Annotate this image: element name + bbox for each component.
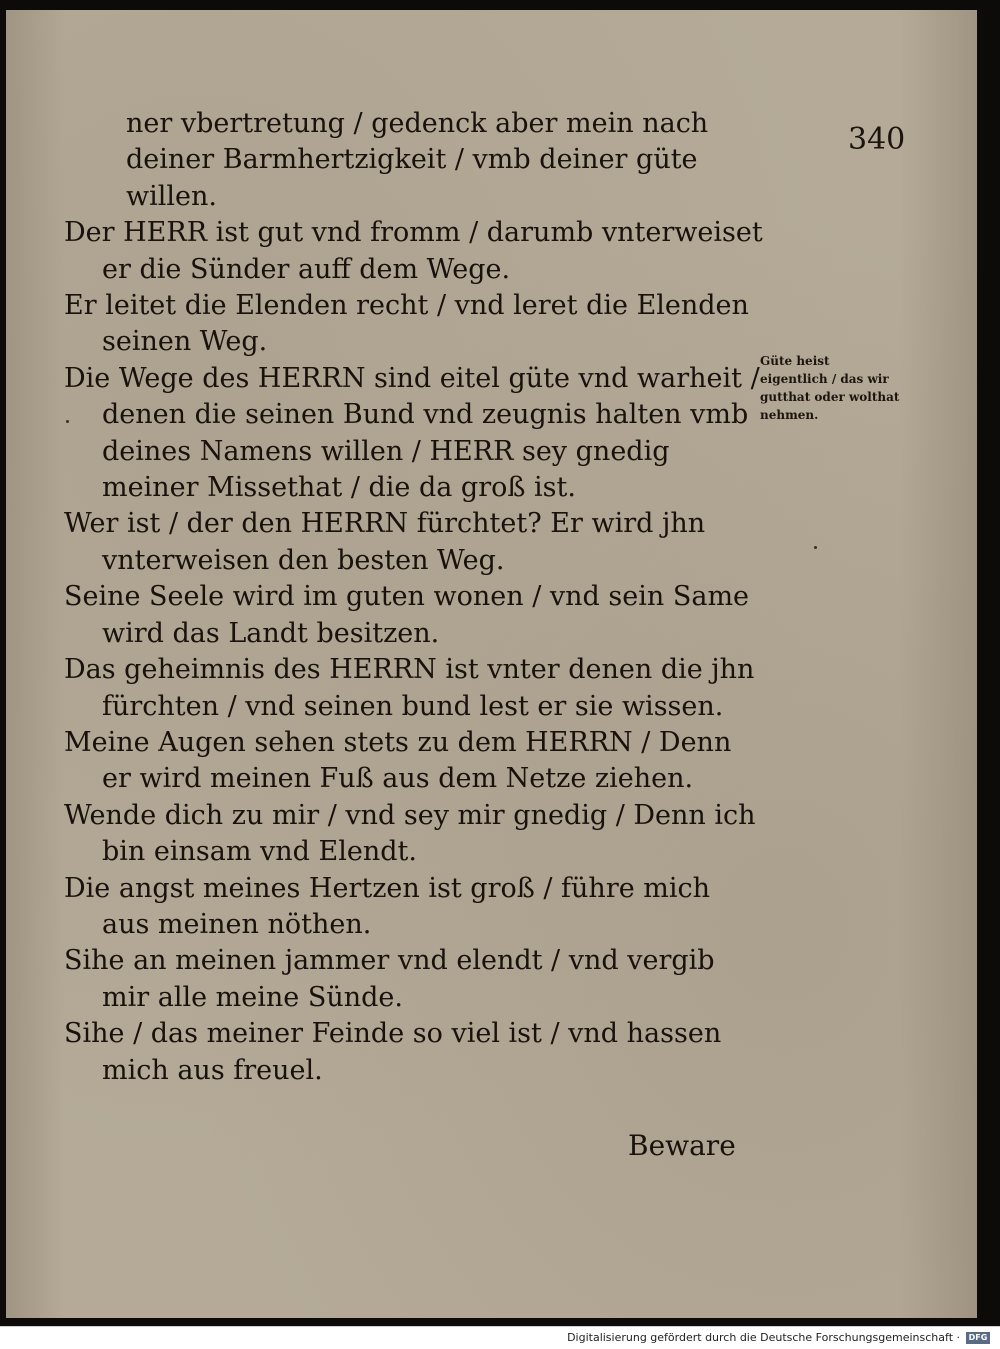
dfg-logo-icon: DFG: [966, 1332, 990, 1344]
verse: Wende dich zu mir / vnd sey mir gnedig / Denn ich bin einsam vnd Elendt.: [64, 799, 756, 868]
verse: ner vbertretung / gedenck aber mein nach deiner Barmhertzigkeit / vmb deiner güte willen.: [126, 108, 709, 212]
verse: Wer ist / der den HERRN fürchtet? Er wird jhn vnterweisen den besten Weg.: [64, 508, 706, 576]
ink-speck: [814, 546, 817, 549]
page-number: 340: [848, 122, 906, 157]
funding-credit: Digitalisierung gefördert durch die Deutsche Forschungsgemeinschaft ·: [567, 1331, 960, 1344]
verse: Sihe an meinen jammer vnd elendt / vnd vergib mir alle meine Sünde.: [64, 945, 715, 1013]
verse: Die angst meines Hertzen ist groß / führe mich aus meinen nöthen.: [64, 872, 711, 940]
verse: Meine Augen sehen stets zu dem HERRN / Denn er wird meinen Fuß aus dem Netze ziehen.: [64, 726, 732, 795]
verse: Das geheimnis des HERRN ist vnter denen die jhn fürchten / vnd seinen bund lest er sie wissen.: [64, 654, 755, 722]
verse: Seine Seele wird im guten wonen / vnd sein Same wird das Landt besitzen.: [64, 581, 750, 649]
margin-note: Güte heist eigentlich / das wir gutthat oder wolthat nehmen.: [760, 354, 900, 422]
verse: Er leitet die Elenden recht / vnd leret die Elenden seinen Weg.: [64, 290, 749, 358]
verse: Der HERR ist gut vnd fromm / darumb vnterweiset er die Sünder auff dem Wege.: [64, 217, 763, 285]
verse: Die Wege des HERRN sind eitel güte vnd warheit / denen die seinen Bund vnd zeugnis halten vmb deines Namens willen / HERR sey gnedig meiner Missethat / die da groß ist.: [64, 362, 760, 504]
footer-bar: [0, 1326, 1000, 1349]
verse: Sihe / das meiner Feinde so viel ist / vnd hassen mich aus freuel.: [64, 1018, 722, 1086]
psalm-text: [64, 106, 764, 1089]
book-page: [6, 10, 977, 1318]
catchword: Beware: [628, 1129, 736, 1162]
ink-speck: [66, 420, 69, 423]
